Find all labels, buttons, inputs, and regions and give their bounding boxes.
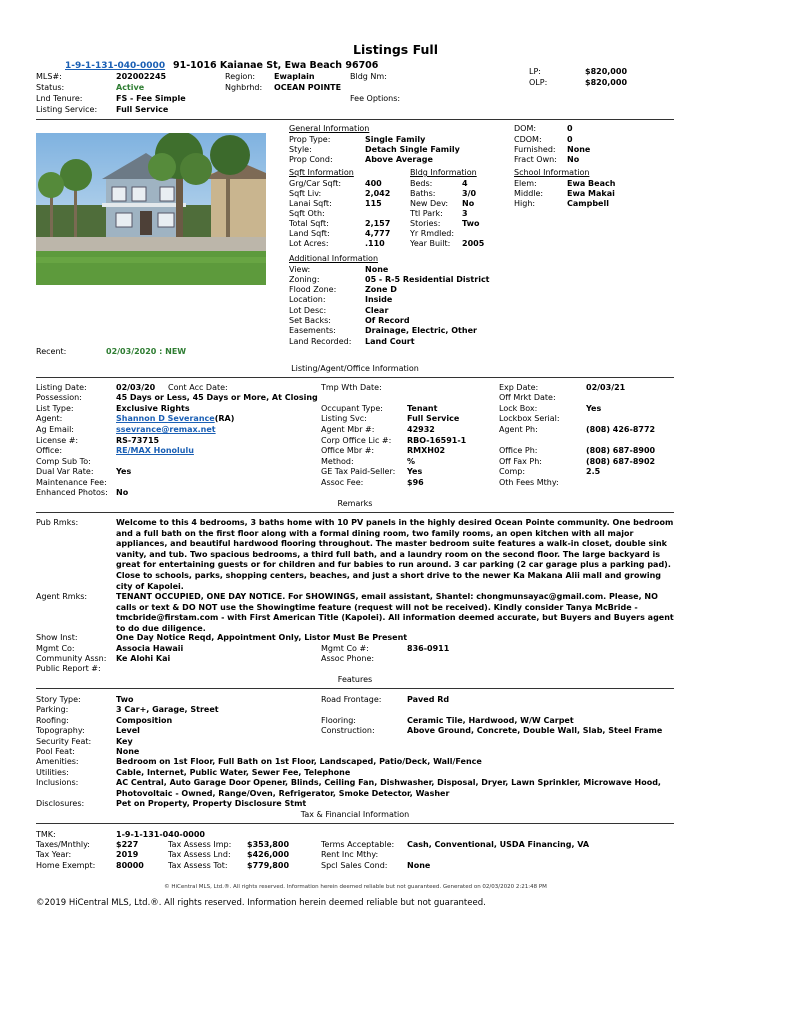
easements-value: Drainage, Electric, Other xyxy=(365,326,477,335)
yr-rmdled-label: Yr Rmdled: xyxy=(410,229,455,238)
fee-options-label: Fee Options: xyxy=(350,94,401,103)
sqft-liv-value: 2,042 xyxy=(365,189,391,198)
utilities-value: Cable, Internet, Public Water, Sewer Fee, Telephone xyxy=(116,768,351,777)
agent-mbr-label: Agent Mbr #: xyxy=(321,425,375,434)
bldg-heading: Bldg Information xyxy=(410,168,477,177)
disclosures-label: Disclosures: xyxy=(36,799,85,808)
agent-value xyxy=(116,414,234,424)
land-sqft-label: Land Sqft: xyxy=(289,229,330,238)
enhanced-photos-value: No xyxy=(116,488,129,497)
office-ph-label: Office Ph: xyxy=(499,446,538,455)
lanai-sqft-label: Lanai Sqft: xyxy=(289,199,332,208)
lanai-sqft-value: 115 xyxy=(365,199,382,208)
furnished-label: Furnished: xyxy=(514,145,556,154)
occupant-type-label: Occupant Type: xyxy=(321,404,383,413)
style-value: Detach Single Family xyxy=(365,145,460,154)
mls-value: 202002245 xyxy=(116,72,167,81)
section-remarks: Remarks xyxy=(337,499,373,508)
divider xyxy=(36,688,674,689)
assoc-fee-value: $96 xyxy=(407,478,424,487)
elem-label: Elem: xyxy=(514,179,537,188)
off-fax-value: (808) 687-8902 xyxy=(586,457,656,466)
office-mbr-label: Office Mbr #: xyxy=(321,446,375,455)
office-mbr-value: RMXH02 xyxy=(407,446,446,455)
flooring-label: Flooring: xyxy=(321,716,356,725)
land-recorded-label: Land Recorded: xyxy=(289,337,352,346)
fract-own-value: No xyxy=(567,155,580,164)
section-agent: Listing/Agent/Office Information xyxy=(291,364,419,373)
security-value: Key xyxy=(116,737,133,746)
tax-tot-label: Tax Assess Tot: xyxy=(168,861,228,870)
rent-inc-label: Rent Inc Mthy: xyxy=(321,850,379,859)
office-link[interactable]: RE/MAX Honolulu xyxy=(116,446,194,455)
taxes-value: $227 xyxy=(116,840,139,849)
stories-value: Two xyxy=(462,219,480,228)
agent-suffix: (RA) xyxy=(214,414,235,423)
tenure-label: Lnd Tenure: xyxy=(36,94,83,103)
spcl-sales-value: None xyxy=(407,861,431,870)
listing-service-label: Listing Service: xyxy=(36,105,98,114)
recent-label: Recent: xyxy=(36,347,67,356)
tmp-wth-label: Tmp Wth Date: xyxy=(321,383,382,392)
agent-label: Agent: xyxy=(36,414,63,423)
taxes-label: Taxes/Mnthly: xyxy=(36,840,90,849)
license-label: License #: xyxy=(36,436,79,445)
olp-label: OLP: xyxy=(529,78,548,87)
agent-remarks-label: Agent Rmks: xyxy=(36,592,88,601)
grg-sqft-value: 400 xyxy=(365,179,382,188)
method-label: Method: xyxy=(321,457,354,466)
exp-date-value: 02/03/21 xyxy=(586,383,626,392)
furnished-value: None xyxy=(567,145,591,154)
corp-office-lic-label: Corp Office Lic #: xyxy=(321,436,392,445)
year-built-value: 2005 xyxy=(462,239,485,248)
list-type-label: List Type: xyxy=(36,404,74,413)
disclosures-value: Pet on Property, Property Disclosure Stmt xyxy=(116,799,307,808)
property-address: 91-1016 Kaianae St, Ewa Beach 96706 xyxy=(173,60,379,71)
maintenance-fee-label: Maintenance Fee: xyxy=(36,478,107,487)
new-dev-label: New Dev: xyxy=(410,199,449,208)
listing-date-value: 02/03/20 xyxy=(116,383,156,392)
section-features: Features xyxy=(337,675,373,684)
tax-lnd-label: Tax Assess Lnd: xyxy=(168,850,231,859)
public-report-label: Public Report #: xyxy=(36,664,101,673)
school-heading: School Information xyxy=(514,168,590,177)
view-label: View: xyxy=(289,265,311,274)
cdom-label: CDOM: xyxy=(514,135,542,144)
home-exempt-value: 80000 xyxy=(116,861,144,870)
tax-imp-label: Tax Assess Imp: xyxy=(168,840,232,849)
show-inst-value: One Day Notice Reqd, Appointment Only, Listor Must Be Present xyxy=(116,633,408,642)
region-value: Ewaplain xyxy=(274,72,315,81)
set-backs-value: Of Record xyxy=(365,316,410,325)
prop-type-label: Prop Type: xyxy=(289,135,331,144)
set-backs-label: Set Backs: xyxy=(289,316,331,325)
topography-label: Topography: xyxy=(36,726,85,735)
community-assn-value: Ke Alohi Kai xyxy=(116,654,171,663)
show-inst-label: Show Inst: xyxy=(36,633,78,642)
exp-date-label: Exp Date: xyxy=(499,383,539,392)
construction-label: Construction: xyxy=(321,726,375,735)
nghbrhd-value: OCEAN POINTE xyxy=(274,83,342,92)
roofing-label: Roofing: xyxy=(36,716,69,725)
additional-heading: Additional Information xyxy=(289,254,379,263)
topography-value: Level xyxy=(116,726,140,735)
ttl-park-label: Ttl Park: xyxy=(410,209,443,218)
lock-box-value: Yes xyxy=(586,404,602,413)
year-built-label: Year Built: xyxy=(410,239,451,248)
recent-value: 02/03/2020 : NEW xyxy=(106,347,187,356)
license-value: RS-73715 xyxy=(116,436,160,445)
sqft-heading: Sqft Information xyxy=(289,168,354,177)
assoc-phone-label: Assoc Phone: xyxy=(321,654,375,663)
listing-date-label: Listing Date: xyxy=(36,383,87,392)
listing-service-value: Full Service xyxy=(116,105,169,114)
agent-mbr-value: 42932 xyxy=(407,425,435,434)
dual-var-label: Dual Var Rate: xyxy=(36,467,94,476)
divider xyxy=(36,512,674,513)
ge-tax-label: GE Tax Paid-Seller: xyxy=(321,467,396,476)
off-fax-label: Off Fax Ph: xyxy=(499,457,542,466)
sqft-liv-label: Sqft Liv: xyxy=(289,189,322,198)
ttl-park-value: 3 xyxy=(462,209,468,218)
mgmt-ph-label: Mgmt Co #: xyxy=(321,644,369,653)
status-badge: Active xyxy=(116,83,145,92)
inclusions-value: AC Central, Auto Garage Door Opener, Blinds, Ceiling Fan, Dishwasher, Disposal, Dryer, Lawn Sprinkler, Microwave Hood, Photovoltaic - Owned, Range/Oven, Refrigerator, Smoke Detector, Washer xyxy=(116,778,661,798)
pool-label: Pool Feat: xyxy=(36,747,75,756)
flood-zone-label: Flood Zone: xyxy=(289,285,337,294)
high-label: High: xyxy=(514,199,536,208)
comp-sub-label: Comp Sub To: xyxy=(36,457,91,466)
grg-sqft-label: Grg/Car Sqft: xyxy=(289,179,342,188)
inclusions-label: Inclusions: xyxy=(36,778,79,787)
ge-tax-value: Yes xyxy=(407,467,423,476)
pub-remarks: Welcome to this 4 bedrooms, 3 baths home with 10 PV panels in the highly desired Ocean Pointe community. One bedroom and a full bath on the first floor along with a formal dining room, two family rooms, an open kitchen with all major appliances, and beautiful hardwood flooring throughout. The master bedroom suite features a walk-in closet, double sink vanity, and tub. Two spacious bedrooms, a third full bath, and a laundry room on the second floor. The large backyard is great for entertaining guests or for children and fur babies to run around. 3 car parking (2 car garage plus a parking pad). Close to schools, parks, shopping centers, beaches, and just a short drive to the newer Ka Makana Alii mall and growing city of Kapolei. xyxy=(116,518,674,591)
agent-name-link[interactable]: Shannon D Severance xyxy=(116,414,215,423)
tmk-label: TMK: xyxy=(36,830,56,839)
divider xyxy=(36,823,674,824)
amenities-value: Bedroom on 1st Floor, Full Bath on 1st Floor, Landscaped, Patio/Deck, Wall/Fence xyxy=(116,757,482,766)
tax-tot-value: $779,800 xyxy=(247,861,290,870)
status-label: Status: xyxy=(36,83,65,92)
lp-value: $820,000 xyxy=(585,67,628,76)
high-value: Campbell xyxy=(567,199,609,208)
possession-label: Possession: xyxy=(36,393,82,402)
terms-label: Terms Acceptable: xyxy=(321,840,395,849)
mls-label: MLS#: xyxy=(36,72,62,81)
middle-value: Ewa Makai xyxy=(567,189,615,198)
tenure-value: FS - Fee Simple xyxy=(116,94,186,103)
pub-remarks-label: Pub Rmks: xyxy=(36,518,79,527)
olp-value: $820,000 xyxy=(585,78,628,87)
lot-acres-value: .110 xyxy=(365,239,385,248)
office-ph-value: (808) 687-8900 xyxy=(586,446,656,455)
location-value: Inside xyxy=(365,295,393,304)
assoc-fee-label: Assoc Fee: xyxy=(321,478,364,487)
off-mrkt-label: Off Mrkt Date: xyxy=(499,393,556,402)
beds-label: Beds: xyxy=(410,179,433,188)
utilities-label: Utilities: xyxy=(36,768,69,777)
divider xyxy=(36,377,674,378)
listing-svc-label: Listing Svc: xyxy=(321,414,367,423)
story-type-value: Two xyxy=(116,695,134,704)
location-label: Location: xyxy=(289,295,326,304)
baths-label: Baths: xyxy=(410,189,436,198)
terms-value: Cash, Conventional, USDA Financing, VA xyxy=(407,840,590,849)
prop-cond-value: Above Average xyxy=(365,155,433,164)
dom-value: 0 xyxy=(567,124,573,133)
mgmt-co-label: Mgmt Co: xyxy=(36,644,75,653)
bldg-nm-label: Bldg Nm: xyxy=(350,72,387,81)
zoning-value: 05 - R-5 Residential District xyxy=(365,275,490,284)
total-sqft-value: 2,157 xyxy=(365,219,391,228)
parking-label: Parking: xyxy=(36,705,69,714)
office-label: Office: xyxy=(36,446,63,455)
spcl-sales-label: Spcl Sales Cond: xyxy=(321,861,388,870)
road-frontage-value: Paved Rd xyxy=(407,695,450,704)
home-exempt-label: Home Exempt: xyxy=(36,861,96,870)
community-assn-label: Community Assn: xyxy=(36,654,107,663)
fract-own-label: Fract Own: xyxy=(514,155,557,164)
flood-zone-value: Zone D xyxy=(365,285,397,294)
land-sqft-value: 4,777 xyxy=(365,229,391,238)
dom-label: DOM: xyxy=(514,124,537,133)
region-label: Region: xyxy=(225,72,256,81)
dual-var-value: Yes xyxy=(116,467,132,476)
middle-label: Middle: xyxy=(514,189,544,198)
stories-label: Stories: xyxy=(410,219,441,228)
footer-copyright: ©2019 HiCentral MLS, Ltd.®. All rights reserved. Information herein deemed reliable but not guaranteed. xyxy=(36,898,486,908)
comp-label: Comp: xyxy=(499,467,526,476)
parking-value: 3 Car+, Garage, Street xyxy=(116,705,219,714)
lot-acres-label: Lot Acres: xyxy=(289,239,329,248)
lock-box-label: Lock Box: xyxy=(499,404,538,413)
beds-value: 4 xyxy=(462,179,468,188)
ag-email-link[interactable]: ssevrance@remax.net xyxy=(116,425,216,434)
lockbox-serial-label: Lockbox Serial: xyxy=(499,414,560,423)
total-sqft-label: Total Sqft: xyxy=(289,219,329,228)
lp-label: LP: xyxy=(529,67,541,76)
land-recorded-value: Land Court xyxy=(365,337,415,346)
tax-imp-value: $353,800 xyxy=(247,840,290,849)
mgmt-co-value: Associa Hawaii xyxy=(116,644,184,653)
page-title: Listings Full xyxy=(353,42,438,57)
list-type-value: Exclusive Rights xyxy=(116,404,190,413)
general-heading: General Information xyxy=(289,124,370,133)
footer-generated: © HiCentral MLS, Ltd.®. All rights reserved. Information herein deemed reliable but not guaranteed. Generated on 02/03/2020 2:21:48 PM xyxy=(164,884,547,890)
amenities-label: Amenities: xyxy=(36,757,79,766)
lot-desc-label: Lot Desc: xyxy=(289,306,327,315)
mgmt-ph-value: 836-0911 xyxy=(407,644,450,653)
ag-email-label: Ag Email: xyxy=(36,425,74,434)
oth-fees-label: Oth Fees Mthy: xyxy=(499,478,559,487)
section-tax: Tax & Financial Information xyxy=(300,810,410,819)
enhanced-photos-label: Enhanced Photos: xyxy=(36,488,108,497)
style-label: Style: xyxy=(289,145,312,154)
cont-acc-label: Cont Acc Date: xyxy=(168,383,228,392)
agent-ph-value: (808) 426-8772 xyxy=(586,425,656,434)
cdom-value: 0 xyxy=(567,135,573,144)
corp-office-lic-value: RBO-16591-1 xyxy=(407,436,467,445)
nghbrhd-label: Nghbrhd: xyxy=(225,83,263,92)
zoning-label: Zoning: xyxy=(289,275,320,284)
elem-value: Ewa Beach xyxy=(567,179,616,188)
divider xyxy=(36,119,674,120)
listing-svc-value: Full Service xyxy=(407,414,460,423)
lot-desc-value: Clear xyxy=(365,306,389,315)
easements-label: Easements: xyxy=(289,326,336,335)
tmk-value: 1-9-1-131-040-0000 xyxy=(116,830,205,839)
road-frontage-label: Road Frontage: xyxy=(321,695,382,704)
comp-value: 2.5 xyxy=(586,467,601,476)
tax-year-label: Tax Year: xyxy=(36,850,72,859)
possession-value: 45 Days or Less, 45 Days or More, At Closing xyxy=(116,393,318,402)
property-photo[interactable] xyxy=(36,133,266,285)
occupant-type-value: Tenant xyxy=(407,404,438,413)
story-type-label: Story Type: xyxy=(36,695,81,704)
flooring-value: Ceramic Tile, Hardwood, W/W Carpet xyxy=(407,716,574,725)
tax-lnd-value: $426,000 xyxy=(247,850,290,859)
sqft-oth-label: Sqft Oth: xyxy=(289,209,325,218)
method-value: % xyxy=(407,457,416,466)
new-dev-value: No xyxy=(462,199,475,208)
tmk-link[interactable]: 1-9-1-131-040-0000 xyxy=(65,61,166,71)
agent-remarks: TENANT OCCUPIED, ONE DAY NOTICE. For SHOWINGS, email assistant, Shantel: chongmunsayac@gmail.com. Please, NO calls or text & DO NOT use the Showingtime feature (request will not be received). Kindly consider Tanya McBride - tmcbride@firstam.com - with First American Title (Kapolei). All information deemed accurate, but Buyers and Buyers agent to do due diligence. xyxy=(116,592,674,633)
roofing-value: Composition xyxy=(116,716,173,725)
construction-value: Above Ground, Concrete, Double Wall, Slab, Steel Frame xyxy=(407,726,663,735)
agent-ph-label: Agent Ph: xyxy=(499,425,538,434)
prop-cond-label: Prop Cond: xyxy=(289,155,333,164)
prop-type-value: Single Family xyxy=(365,135,426,144)
tax-year-value: 2019 xyxy=(116,850,139,859)
pool-value: None xyxy=(116,747,140,756)
view-value: None xyxy=(365,265,389,274)
security-label: Security Feat: xyxy=(36,737,92,746)
baths-value: 3/0 xyxy=(462,189,477,198)
